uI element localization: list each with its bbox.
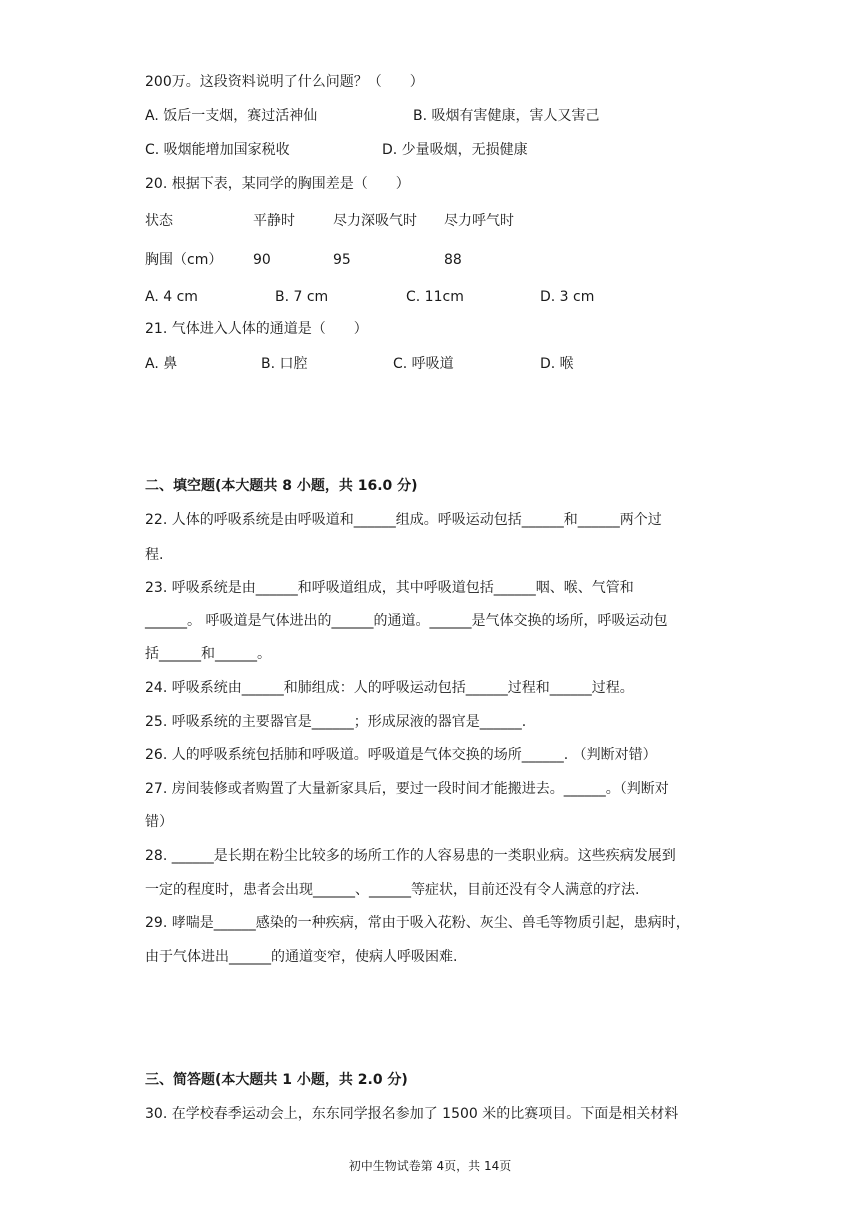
table-header-cell: 平静时 [253, 213, 295, 229]
option-c: C. 11cm [406, 289, 464, 305]
option-c: C. 吸烟能增加国家税收 [145, 142, 290, 158]
question-20-stem: 20. 根据下表，某同学的胸围差是（ ） [145, 176, 410, 192]
question-23-line-3: 括______和______。 [145, 646, 271, 662]
option-d: D. 少量吸烟，无损健康 [382, 142, 528, 158]
table-cell: 95 [333, 252, 351, 268]
option-a: A. 饭后一支烟，赛过活神仙 [145, 108, 318, 124]
option-d: D. 喉 [540, 356, 574, 372]
question-27-line-2: 错） [145, 814, 173, 830]
question-19-stem-end: 200万。这段资料说明了什么问题？（ ） [145, 74, 424, 90]
option-a: A. 鼻 [145, 356, 178, 372]
question-21-stem: 21. 气体进入人体的通道是（ ） [145, 321, 368, 337]
table-header-cell: 尽力呼气时 [444, 213, 514, 229]
question-28-line-1: 28. ______是长期在粉尘比较多的场所工作的人容易患的一类职业病。这些疾病发展到 [145, 848, 676, 864]
table-cell: 88 [444, 252, 462, 268]
question-23-line-2: ______。 呼吸道是气体进出的______的通道。______是气体交换的场所，呼吸运动包 [145, 613, 668, 629]
table-cell: 90 [253, 252, 271, 268]
section-2-title: 二、填空题(本大题共 8 小题，共 16.0 分) [145, 478, 418, 494]
question-26: 26. 人的呼吸系统包括肺和呼吸道。呼吸道是气体交换的场所______. （判断对错） [145, 747, 657, 763]
option-b: B. 口腔 [261, 356, 308, 372]
option-c: C. 呼吸道 [393, 356, 454, 372]
question-24: 24. 呼吸系统由______和肺组成：人的呼吸运动包括______过程和______过程。 [145, 680, 634, 696]
question-30-line-1: 30. 在学校春季运动会上，东东同学报名参加了 1500 米的比赛项目。下面是相关材料 [145, 1106, 679, 1122]
table-header-cell: 尽力深吸气时 [333, 213, 417, 229]
option-b: B. 吸烟有害健康，害人又害己 [413, 108, 600, 124]
option-a: A. 4 cm [145, 289, 198, 305]
option-d: D. 3 cm [540, 289, 595, 305]
table-cell: 胸围（cm） [145, 252, 223, 268]
question-27-line-1: 27. 房间装修或者购置了大量新家具后，要过一段时间才能搬进去。______。（判断对 [145, 781, 669, 797]
page-footer: 初中生物试卷第 4页，共 14页 [348, 1159, 512, 1173]
question-29-line-1: 29. 哮喘是______感染的一种疾病，常由于吸入花粉、灰尘、兽毛等物质引起，患病时， [145, 915, 690, 931]
table-header-cell: 状态 [145, 213, 173, 229]
option-b: B. 7 cm [275, 289, 329, 305]
question-28-line-2: 一定的程度时，患者会出现______、______等症状，目前还没有令人满意的疗法. [145, 882, 640, 898]
question-29-line-2: 由于气体进出______的通道变窄，使病人呼吸困难. [145, 949, 458, 965]
question-22-line-2: 程. [145, 547, 164, 563]
question-25: 25. 呼吸系统的主要器官是______；形成尿液的器官是______. [145, 714, 527, 730]
question-23-line-1: 23. 呼吸系统是由______和呼吸道组成，其中呼吸道包括______咽、喉、气管和 [145, 580, 634, 596]
section-3-title: 三、简答题(本大题共 1 小题，共 2.0 分) [145, 1072, 408, 1088]
question-22-line-1: 22. 人体的呼吸系统是由呼吸道和______组成。呼吸运动包括______和______两个过 [145, 512, 662, 528]
